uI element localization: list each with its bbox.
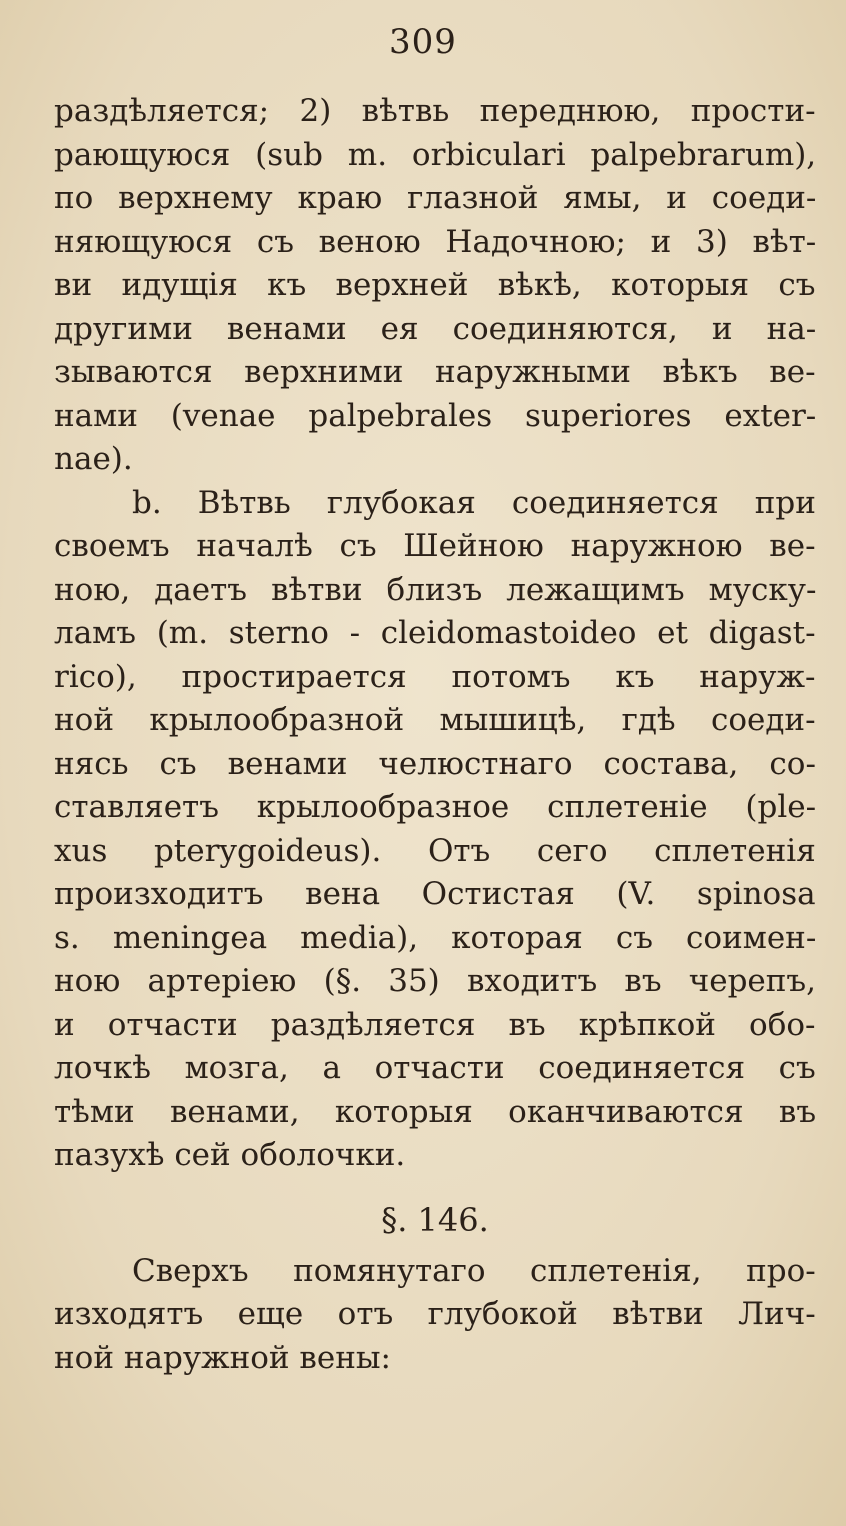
text-line: пазухѣ сей оболочки. bbox=[54, 1137, 406, 1173]
paragraph-start-line: Сверхъ помянутаго сплетенія, про- bbox=[132, 1252, 816, 1289]
text-line: своемъ началѣ съ Шейною наружною ве- bbox=[54, 528, 816, 564]
text-line: няющуюся съ веною Надочною; и 3) вѣт- bbox=[54, 223, 817, 260]
section-heading: §. 146. bbox=[381, 1200, 489, 1239]
text-line: и отчасти раздѣляется въ крѣпкой обо- bbox=[54, 1006, 816, 1043]
text-line: ставляетъ крылообразное сплетеніе (ple- bbox=[54, 789, 817, 825]
text-line: s. meningea media), которая съ соимен- bbox=[54, 919, 817, 956]
text-line: тѣми венами, которыя оканчиваются въ bbox=[54, 1093, 817, 1130]
text-line: раздѣляется; 2) вѣтвь переднюю, прости- bbox=[54, 93, 816, 129]
text-line: ною, даетъ вѣтви близъ лежащимъ муску- bbox=[54, 571, 817, 608]
page-number: 309 bbox=[389, 22, 457, 62]
paragraph-start-line: b. Вѣтвь глубокая соединяется при bbox=[132, 484, 816, 521]
text-line: изходятъ еще отъ глубокой вѣтви Лич- bbox=[54, 1296, 816, 1332]
text-line: произходитъ вена Остистая (V. spinosa bbox=[54, 876, 816, 912]
text-line: лочкѣ мозга, а отчасти соединяется съ bbox=[54, 1050, 816, 1086]
text-line: нами (venae palpebrales superiores exter- bbox=[54, 397, 817, 434]
text-line: ною артеріею (§. 35) входитъ въ черепъ, bbox=[54, 963, 817, 999]
text-line: зываются верхними наружными вѣкъ ве- bbox=[54, 354, 816, 390]
text-line: ной крылообразной мышицѣ, гдѣ соеди- bbox=[54, 702, 816, 738]
text-line: другими венами ея соединяются, и на- bbox=[54, 310, 817, 347]
text-line: xus pterygoideus). Отъ сего сплетенія bbox=[54, 832, 816, 869]
text-line: ви идущія къ верхней вѣкѣ, которыя съ bbox=[54, 267, 816, 303]
text-line: по верхнему краю глазной ямы, и соеди- bbox=[54, 180, 817, 216]
text-line: рающуюся (sub m. orbiculari palpebrarum), bbox=[54, 136, 817, 173]
text-line: ламъ (m. sterno - cleidomastoideo et digast- bbox=[54, 615, 816, 651]
body-text bbox=[54, 90, 816, 1380]
text-line: rico), простирается потомъ къ наруж- bbox=[54, 658, 816, 695]
text-line: nae). bbox=[54, 441, 133, 477]
text-line: нясь съ венами челюстнаго состава, со- bbox=[54, 745, 816, 782]
text-line: ной наружной вены: bbox=[54, 1339, 392, 1376]
